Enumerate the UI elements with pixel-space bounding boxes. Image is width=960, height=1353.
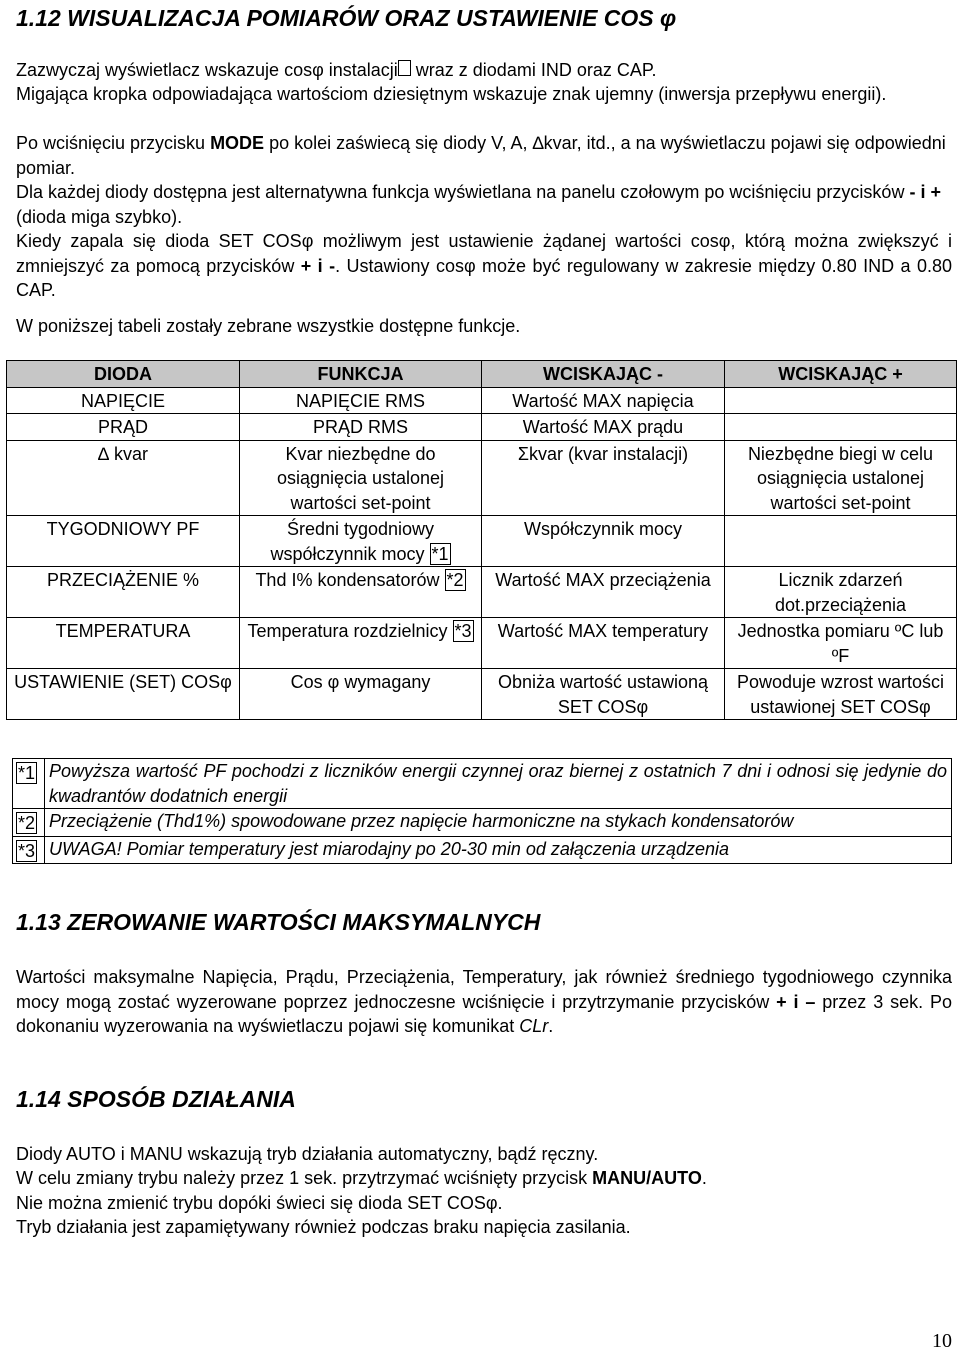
footnote-text: Przeciążenie (Thd1%) spowodowane przez napięcie harmoniczne na stykach kondensatorów xyxy=(45,809,952,837)
table-row: TEMPERATURA Temperatura rozdzielnicy *3 Wartość MAX temperatury Jednostka pomiaru ºC lub ºF xyxy=(7,618,957,669)
footnote-ref-1: *1 xyxy=(431,543,449,564)
footnote-text: UWAGA! Pomiar temperatury jest miarodajny po 20-30 min od załączenia urządzenia xyxy=(45,836,952,864)
footnote-row xyxy=(13,836,952,864)
paragraph-mode-button: Po wciśnięciu przycisku MODE po kolei zaświecą się diody V, A, ∆kvar, itd., a na wyświetlaczu pojawi się odpowiedni pomiar. xyxy=(16,133,946,178)
paragraph-alternative-function: Dla każdej diody dostępna jest alternatywna funkcja wyświetlana na panelu czołowym po wciśnięciu przycisków - i + (dioda miga szybko). xyxy=(16,182,941,227)
footnote-marker: *2 xyxy=(18,813,36,833)
sigma-symbol: Σ xyxy=(517,443,530,464)
page-number: 10 xyxy=(932,1330,952,1352)
section-1-14-title: 1.14 SPOSÓB DZIAŁANIA xyxy=(16,1086,296,1112)
section-1-12-title: 1.12 WISUALIZACJA POMIARÓW ORAZ USTAWIENIE COS φ xyxy=(16,5,677,31)
footnote-row xyxy=(13,759,952,809)
paragraph-change-mode: W celu zmiany trybu należy przez 1 sek. przytrzymać wciśnięty przycisk MANU/AUTO. xyxy=(16,1168,707,1188)
table-header-row xyxy=(7,361,957,388)
table-row: PRĄD PRĄD RMS Wartość MAX prądu xyxy=(7,414,957,441)
missing-glyph-box xyxy=(398,60,411,76)
header-dioda: DIODA xyxy=(7,361,240,388)
table-row: NAPIĘCIE NAPIĘCIE RMS Wartość MAX napięcia xyxy=(7,387,957,414)
paragraph-display-default: Zazwyczaj wyświetlacz wskazuje cosφ instalacji wraz z diodami IND oraz CAP. xyxy=(16,60,657,80)
footnote-marker: *1 xyxy=(18,763,36,783)
footnotes-table xyxy=(12,758,952,864)
table-row: TYGODNIOWY PF Średni tygodniowy współczynnik mocy *1 Współczynnik mocy xyxy=(7,516,957,567)
section-1-13-title: 1.13 ZEROWANIE WARTOŚCI MAKSYMALNYCH xyxy=(16,909,541,935)
paragraph-set-cos-phi: Kiedy zapala się dioda SET COSφ możliwym jest ustawienie żądanej wartości cosφ, którą można zwiększyć i zmniejszyć za pomocą przycisków + i -. Ustawiony cosφ może być regulowany w zakresie między 0.80 IND a 0.80 CAP. xyxy=(16,231,952,300)
functions-table xyxy=(6,360,957,720)
delta-symbol: ∆ xyxy=(97,443,109,464)
paragraph-table-intro: W poniższej tabeli zostały zebrane wszystkie dostępne funkcje. xyxy=(16,316,521,336)
header-plus: WCISKAJĄC + xyxy=(725,361,957,388)
header-minus: WCISKAJĄC - xyxy=(482,361,725,388)
paragraph-mode-locked: Nie można zmienić trybu dopóki świeci się dioda SET COSφ. xyxy=(16,1193,503,1213)
table-row: USTAWIENIE (SET) COSφ Cos φ wymagany Obniża wartość ustawioną SET COSφ Powoduje wzrost wartości ustawionej SET COSφ xyxy=(7,669,957,720)
footnote-marker: *3 xyxy=(18,840,36,861)
paragraph-reset-max: Wartości maksymalne Napięcia, Prądu, Przeciążenia, Temperatury, jak również średniego tygodniowego czynnika mocy mogą zostać wyzerowane poprzez jednoczesne wciśnięcie i przytrzymanie przycisków + i – przez 3 sek. Po dokonaniu wyzerowania na wyświetlaczu pojawi się komunikat CLr. xyxy=(16,967,952,1036)
paragraph-mode-memory: Tryb działania jest zapamiętywany również podczas braku napięcia zasilania. xyxy=(16,1217,631,1237)
paragraph-mode-leds: Diody AUTO i MANU wskazują tryb działania automatyczny, bądź ręczny. xyxy=(16,1144,599,1164)
footnote-ref-3: *3 xyxy=(454,621,472,641)
header-funkcja: FUNKCJA xyxy=(240,361,482,388)
footnote-text: Powyższa wartość PF pochodzi z liczników energii czynnej oraz biernej z ostatnich 7 dni i odnosi się jedynie do kwadrantów dodatnich energii xyxy=(45,759,952,809)
table-row: PRZECIĄŻENIE % Thd I% kondensatorów *2 Wartość MAX przeciążenia Licznik zdarzeń dot.przeciążenia xyxy=(7,567,957,618)
footnote-ref-2: *2 xyxy=(446,570,464,590)
table-row: ∆ kvar Kvar niezbędne do osiągnięcia ustalonej wartości set-point Σkvar (kvar instalacji) Niezbędne biegi w celu osiągnięcia ustalonej wartości set-point xyxy=(7,440,957,516)
paragraph-blinking-dot: Migająca kropka odpowiadająca wartościom dziesiętnym wskazuje znak ujemny (inwersja przepływu energii). xyxy=(16,84,887,104)
footnote-row xyxy=(13,809,952,837)
